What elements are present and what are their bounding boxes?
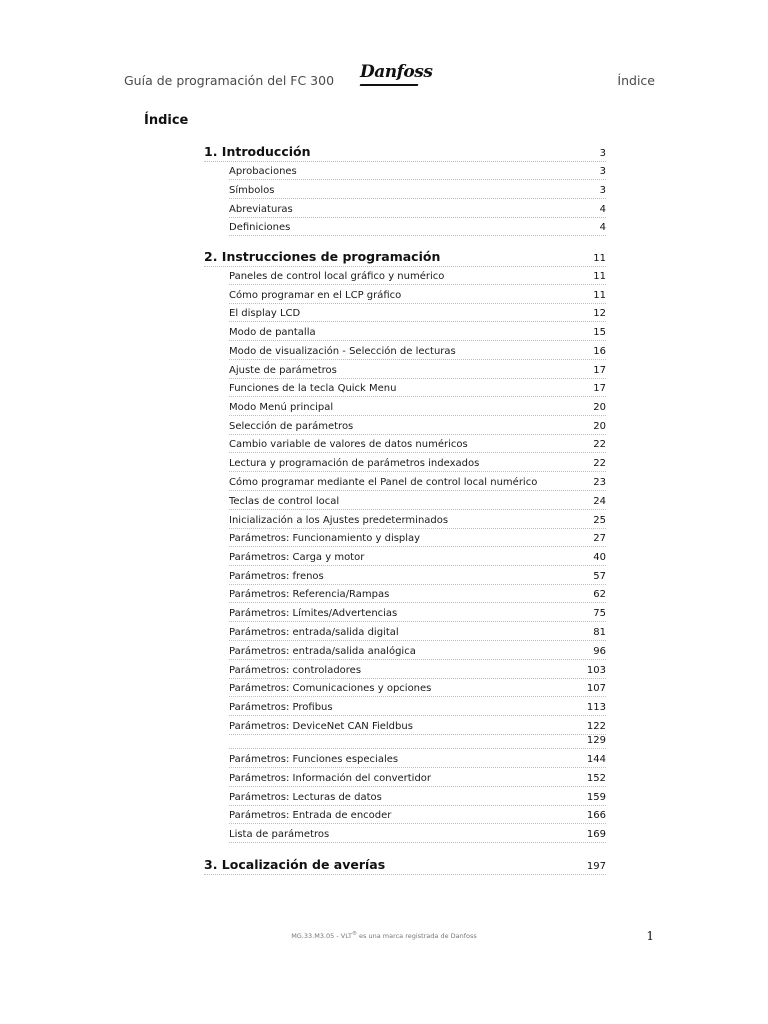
toc-page-number: 12	[593, 308, 606, 319]
danfoss-logo	[360, 62, 433, 88]
toc-item[interactable]	[229, 512, 606, 529]
toc-item[interactable]	[229, 789, 606, 806]
toc-page-number: 25	[593, 515, 606, 526]
toc-page-number: 75	[593, 608, 606, 619]
toc-page-number: 11	[593, 290, 606, 301]
toc-item[interactable]	[229, 380, 606, 397]
toc-item[interactable]	[229, 770, 606, 787]
toc-title: Índice	[144, 113, 189, 128]
footer-text-post: es una marca registrada de Danfoss	[356, 932, 477, 941]
toc-page-number: 17	[593, 365, 606, 376]
toc-page-number: 22	[593, 458, 606, 469]
toc-item[interactable]	[229, 305, 606, 322]
toc-item-label: Parámetros: DeviceNet CAN Fieldbus	[229, 721, 413, 732]
toc-item-label: Parámetros: Límites/Advertencias	[229, 608, 398, 619]
toc-item[interactable]	[229, 163, 606, 180]
toc-page-number: 96	[593, 646, 606, 657]
toc-item-label: Cambio variable de valores de datos numéricos	[229, 439, 468, 450]
toc-page-number: 16	[593, 346, 606, 357]
toc-item-label: Paneles de control local gráfico y numérico	[229, 271, 445, 282]
header-document-title: Guía de programación del FC 300	[124, 73, 335, 88]
toc-item-label: Lectura y programación de parámetros indexados	[229, 458, 480, 469]
toc-item[interactable]	[229, 586, 606, 603]
toc-page-number: 40	[593, 552, 606, 563]
toc-item[interactable]	[229, 568, 606, 585]
toc-item-label: Parámetros: Entrada de encoder	[229, 810, 392, 821]
toc-page-number: 20	[593, 421, 606, 432]
page-number: 1	[646, 929, 654, 943]
logo-underline	[360, 84, 419, 86]
toc-item-label: Ajuste de parámetros	[229, 365, 337, 376]
toc-page-number: 122	[586, 721, 606, 732]
toc-section-2[interactable]	[204, 248, 606, 267]
toc-page-number: 113	[586, 702, 606, 713]
toc-item-label: Modo Menú principal	[229, 402, 334, 413]
toc-item[interactable]	[229, 549, 606, 566]
toc-item[interactable]	[229, 219, 606, 236]
toc-item-label: Parámetros: entrada/salida analógica	[229, 646, 416, 657]
toc-page-number: 11	[593, 253, 606, 264]
toc-page-number: 20	[593, 402, 606, 413]
toc-page-number: 3	[599, 166, 606, 177]
toc-item-label: Lista de parámetros	[229, 829, 330, 840]
toc-item-label: Selección de parámetros	[229, 421, 354, 432]
toc-item[interactable]	[229, 699, 606, 716]
toc-page-number: 3	[599, 185, 606, 196]
toc-item[interactable]	[229, 530, 606, 547]
toc-item[interactable]	[229, 624, 606, 641]
toc-page-number: 197	[586, 861, 606, 872]
toc-page-number: 144	[586, 754, 606, 765]
toc-item-label: Teclas de control local	[229, 496, 340, 507]
toc-page-number: 152	[586, 773, 606, 784]
toc-item[interactable]	[229, 418, 606, 435]
toc-item[interactable]	[229, 436, 606, 453]
toc-item[interactable]	[229, 343, 606, 360]
toc-page-number: 159	[586, 792, 606, 803]
toc-item[interactable]	[229, 751, 606, 768]
toc-page-number: 15	[593, 327, 606, 338]
toc-item[interactable]	[229, 399, 606, 416]
toc-item[interactable]	[229, 182, 606, 199]
toc-item-label: Cómo programar en el LCP gráfico	[229, 290, 402, 301]
toc-item[interactable]	[229, 287, 606, 304]
toc-item-label: Parámetros: Funciones especiales	[229, 754, 399, 765]
toc-item-label: Parámetros: entrada/salida digital	[229, 627, 399, 638]
toc-section-title: 2. Instrucciones de programación	[204, 249, 441, 264]
toc-item-label	[229, 746, 587, 748]
toc-item[interactable]	[229, 362, 606, 379]
toc-section-1[interactable]	[204, 143, 606, 162]
toc-item[interactable]	[229, 493, 606, 510]
toc-item[interactable]	[229, 268, 606, 285]
toc-item[interactable]	[229, 474, 606, 491]
toc-section-3[interactable]	[204, 856, 606, 875]
toc-page-number: 22	[593, 439, 606, 450]
toc-item-label: Parámetros: Profibus	[229, 702, 333, 713]
toc-item-label: Modo de visualización - Selección de lecturas	[229, 346, 456, 357]
toc-page-number: 17	[593, 383, 606, 394]
toc-item[interactable]	[229, 807, 606, 824]
toc-page-number: 81	[593, 627, 606, 638]
toc-page-number: 57	[593, 571, 606, 582]
toc-page-number: 23	[593, 477, 606, 488]
toc-page-number: 4	[599, 204, 606, 215]
toc-item[interactable]	[229, 201, 606, 218]
toc-item[interactable]	[229, 826, 606, 843]
toc-item[interactable]	[229, 734, 606, 749]
toc-item-label: Símbolos	[229, 185, 275, 196]
toc-item-label: Aprobaciones	[229, 166, 297, 177]
toc-page-number: 4	[599, 222, 606, 233]
toc-item-label: Parámetros: controladores	[229, 665, 362, 676]
header-section-title: Índice	[617, 73, 655, 88]
footer-text-pre: MG.33.M3.05 - VLT	[291, 932, 352, 941]
toc-item[interactable]	[229, 455, 606, 472]
toc-item-label: Parámetros: Funcionamiento y display	[229, 533, 421, 544]
toc-item[interactable]	[229, 680, 606, 697]
toc-item-label: Cómo programar mediante el Panel de control local numérico	[229, 477, 538, 488]
toc-page-number: 169	[586, 829, 606, 840]
toc-item-label: Abreviaturas	[229, 204, 293, 215]
toc-page-number: 11	[593, 271, 606, 282]
toc-page-number: 166	[586, 810, 606, 821]
toc-page-number: 103	[586, 665, 606, 676]
toc-item-label: Definiciones	[229, 222, 291, 233]
toc-item-label: Modo de pantalla	[229, 327, 316, 338]
toc-item-label: Parámetros: Lecturas de datos	[229, 792, 382, 803]
toc-page-number: 24	[593, 496, 606, 507]
toc-item-label: Parámetros: Comunicaciones y opciones	[229, 683, 432, 694]
toc-item-label: Inicialización a los Ajustes predeterminados	[229, 515, 449, 526]
toc-item-label: Parámetros: Información del convertidor	[229, 773, 432, 784]
toc-item-label: El display LCD	[229, 308, 301, 319]
toc-item[interactable]	[229, 662, 606, 679]
toc-item-label: Parámetros: Referencia/Rampas	[229, 589, 390, 600]
toc-item[interactable]	[229, 605, 606, 622]
toc-page-number: 3	[599, 148, 606, 159]
toc-page-number: 107	[586, 683, 606, 694]
toc-page-number: 62	[593, 589, 606, 600]
toc-item-label: Funciones de la tecla Quick Menu	[229, 383, 397, 394]
logo-text: Danfoss	[360, 62, 433, 82]
toc-item[interactable]	[229, 643, 606, 660]
toc-page-number: 129	[586, 735, 606, 746]
toc-item[interactable]	[229, 718, 606, 735]
toc-item-label: Parámetros: Carga y motor	[229, 552, 365, 563]
toc-page-number: 27	[593, 533, 606, 544]
registered-mark: ®	[351, 931, 357, 937]
toc-item-label: Parámetros: frenos	[229, 571, 324, 582]
toc-section-title: 1. Introducción	[204, 144, 311, 159]
toc-section-title: 3. Localización de averías	[204, 857, 386, 872]
toc-item[interactable]	[229, 324, 606, 341]
